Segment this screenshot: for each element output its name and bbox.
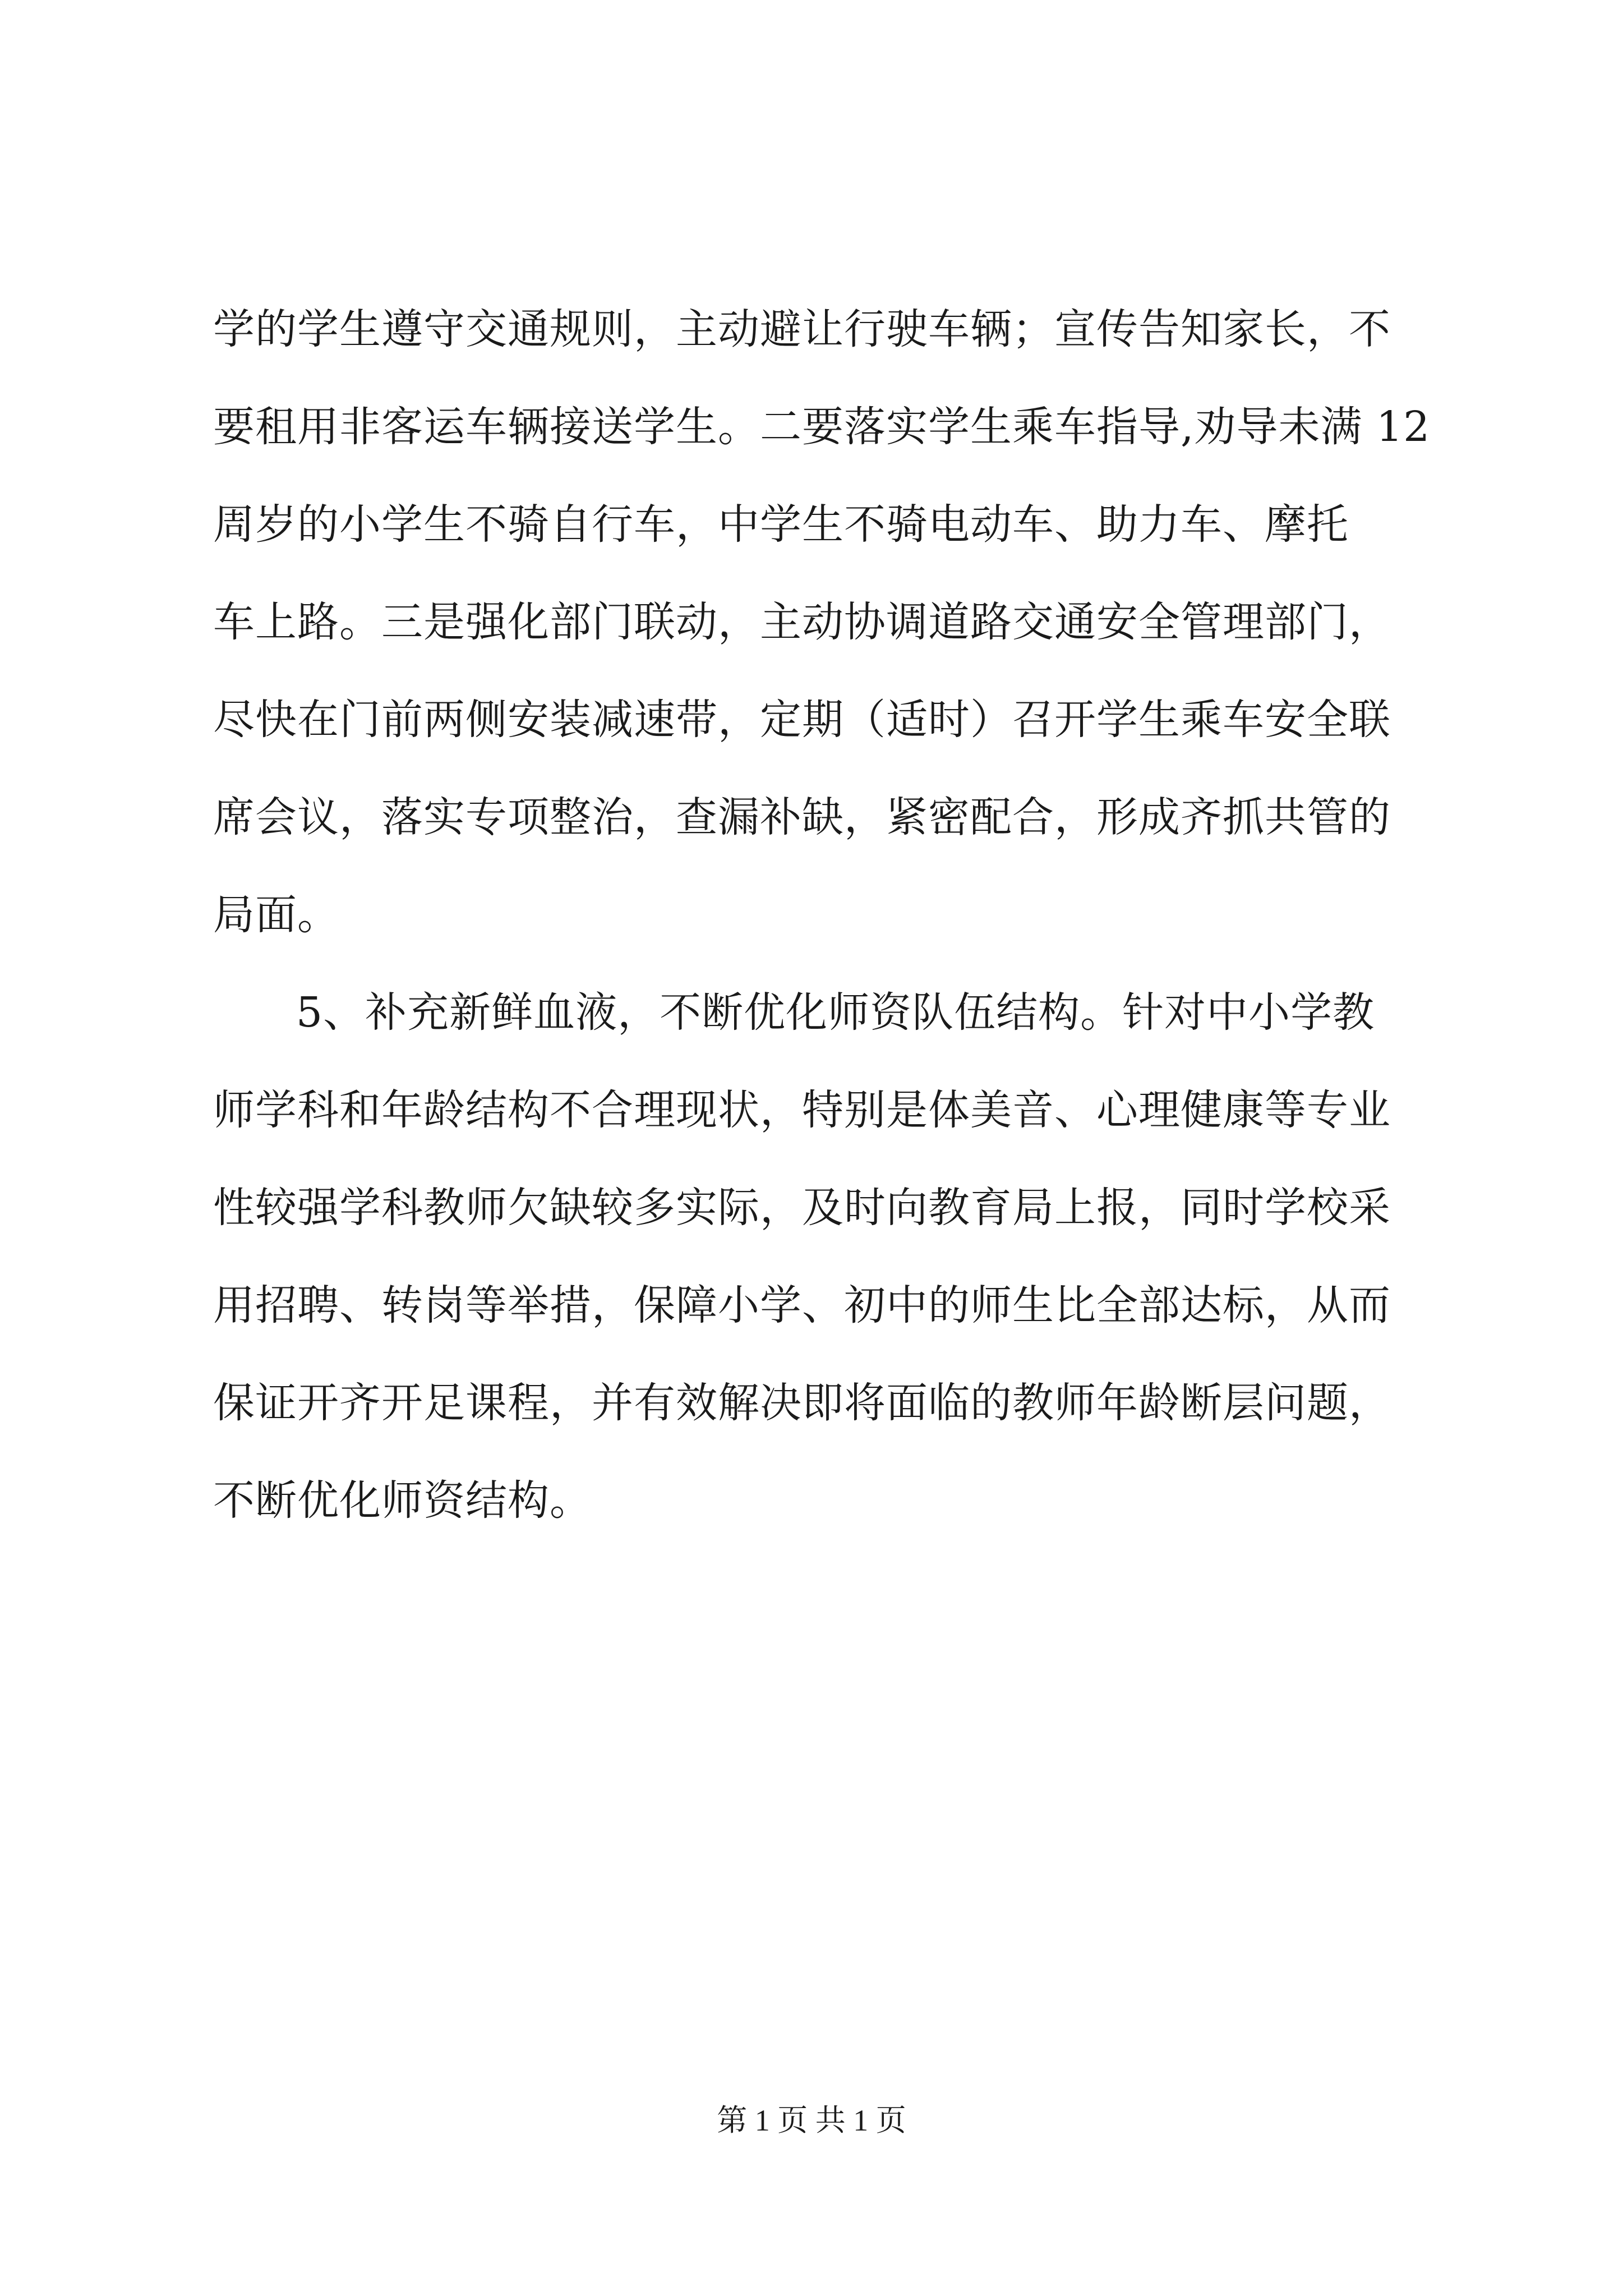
text-line: 周岁的小学生不骑自行车，中学生不骑电动车、助力车、摩托 (213, 500, 1349, 549)
text-line: 用招聘、转岗等举措，保障小学、初中的师生比全部达标，从而 (213, 1281, 1391, 1329)
text-line: 保证开齐开足课程，并有效解决即将面临的教师年龄断层问题， (213, 1379, 1391, 1427)
page-footer: 第 1 页 共 1 页 (717, 2104, 906, 2137)
text-line: 要租用非客运车辆接送学生。二要落实学生乘车指导,劝导未满 12 (213, 403, 1431, 451)
text-line: 师学科和年龄结构不合理现状，特别是体美音、心理健康等专业 (213, 1086, 1391, 1134)
paragraph-1 (213, 280, 1433, 964)
text-line: 车上路。三是强化部门联动，主动协调道路交通安全管理部门， (213, 598, 1391, 646)
text-line: 局面。 (213, 891, 339, 939)
text-line: 席会议，落实专项整治，查漏补缺，紧密配合，形成齐抓共管的 (213, 793, 1391, 841)
text-line: 不断优化师资结构。 (213, 1476, 592, 1525)
paragraph-2 (213, 964, 1433, 1549)
text-line: 尽快在门前两侧安装减速带，定期（适时）召开学生乘车安全联 (213, 696, 1391, 744)
text-line: 5、补充新鲜血液，不断优化师资队伍结构。针对中小学教 (296, 988, 1375, 1037)
text-line: 性较强学科教师欠缺较多实际，及时向教育局上报，同时学校采 (213, 1184, 1391, 1232)
text-line: 学的学生遵守交通规则，主动避让行驶车辆；宣传告知家长，不 (213, 305, 1391, 353)
document-body (213, 280, 1433, 1549)
